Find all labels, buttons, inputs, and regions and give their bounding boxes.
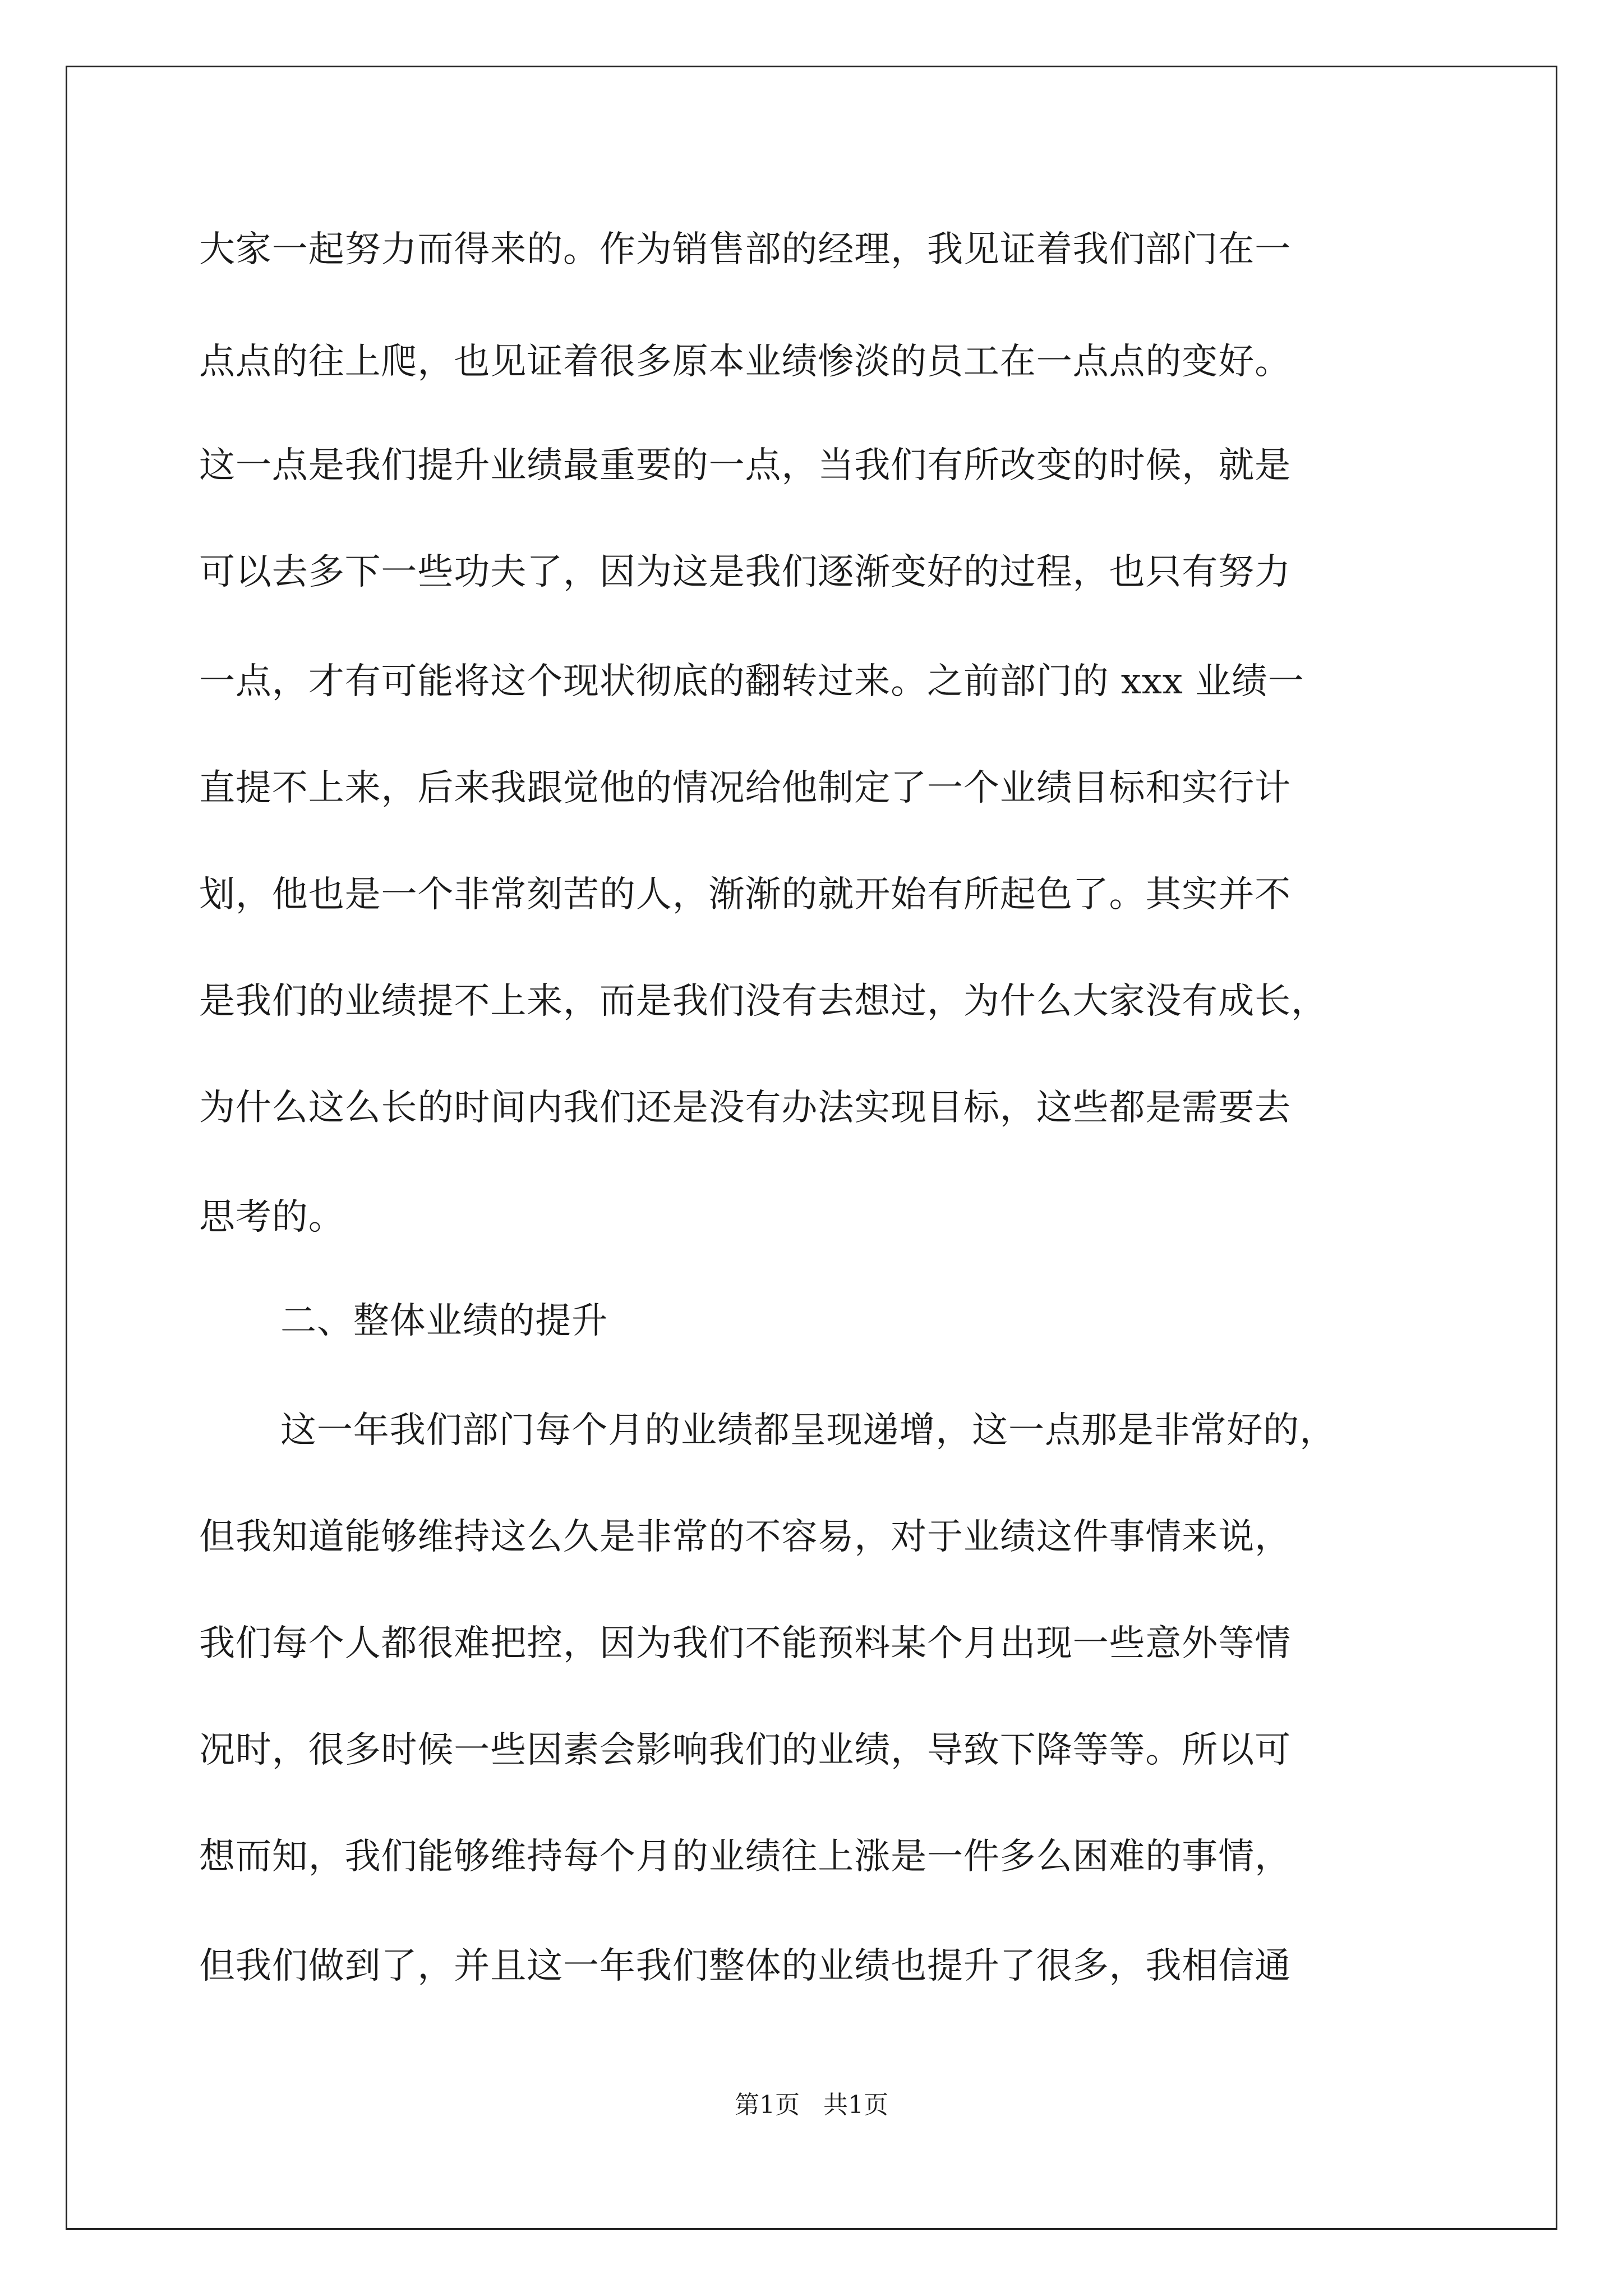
paragraph-line: 是我们的业绩提不上来，而是我们没有去想过，为什么大家没有成长，	[199, 981, 1327, 1022]
paragraph-line: 想而知，我们能够维持每个月的业绩往上涨是一件多么困难的事情，	[199, 1836, 1291, 1878]
paragraph-line: 但我们做到了，并且这一年我们整体的业绩也提升了很多，我相信通	[199, 1945, 1291, 1987]
paragraph-line: 但我知道能够维持这么久是非常的不容易，对于业绩这件事情来说，	[199, 1516, 1291, 1558]
section-heading: 二、整体业绩的提升	[280, 1300, 608, 1342]
paragraph-line: 况时，很多时候一些因素会影响我们的业绩，导致下降等等。所以可	[199, 1729, 1291, 1771]
page-border	[66, 66, 1557, 2230]
paragraph-line: 可以去多下一些功夫了，因为这是我们逐渐变好的过程，也只有努力	[199, 551, 1291, 593]
paragraph-line: 这一点是我们提升业绩最重要的一点，当我们有所改变的时候，就是	[199, 445, 1291, 486]
paragraph-line: 直提不上来，后来我跟觉他的情况给他制定了一个业绩目标和实行计	[199, 767, 1291, 809]
page-footer: 第1页 共1页	[735, 2091, 888, 2119]
paragraph-line: 大家一起努力而得来的。作为销售部的经理，我见证着我们部门在一	[199, 229, 1291, 270]
paragraph-line: 划，他也是一个非常刻苦的人，渐渐的就开始有所起色了。其实并不	[199, 874, 1291, 915]
paragraph-line: 我们每个人都很难把控，因为我们不能预料某个月出现一些意外等情	[199, 1623, 1291, 1664]
paragraph-line: 这一年我们部门每个月的业绩都呈现递增，这一点那是非常好的，	[280, 1410, 1336, 1451]
paragraph-line: 一点，才有可能将这个现状彻底的翻转过来。之前部门的 xxx 业绩一	[199, 661, 1304, 702]
paragraph-line: 点点的往上爬，也见证着很多原本业绩惨淡的员工在一点点的变好。	[199, 341, 1291, 383]
paragraph-line: 为什么这么长的时间内我们还是没有办法实现目标，这些都是需要去	[199, 1087, 1291, 1129]
paragraph-line: 思考的。	[199, 1197, 345, 1238]
